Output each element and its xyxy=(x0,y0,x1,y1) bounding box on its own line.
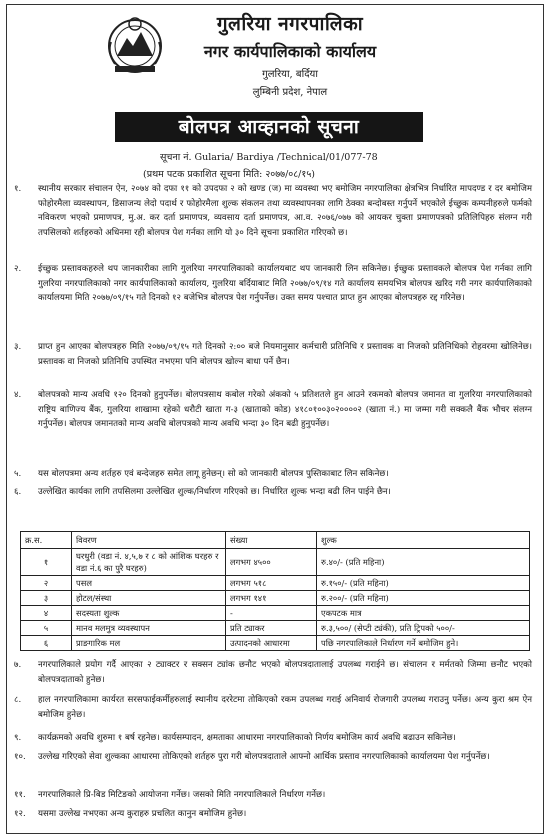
table-cell: ५ xyxy=(21,621,72,636)
table-cell: रु.२००/- (प्रति महिना) xyxy=(317,591,530,606)
item-text: बोलपत्रको मान्य अवधि १२० दिनको हुनुपर्नेछ। बोलपत्रसाथ कबोल गरेको अंकको ५ प्रतिशतले हुन आउने रकमको बोलपत्र जमानत वा गुलरिया नगरपालिकाको राष्ट्रिय बाणिज्य बैंक, गुलरिया शाखामा रहेको धरौटी खाता ग-३ (खाताको कोड) ४१८०१००३०२००००२ (खाता नं.) मा जम्मा गरी सक्कलै बैंक भौचर संलग्न गर्नुपर्नेछ। बोलपत्र जमानतको मान्य अवधि बोलपत्रको मान्य अवधि भन्दा ३० दिन बढी हुनुपर्नेछ। xyxy=(38,390,532,430)
office-name: नगर कार्यपालिकाको कार्यालय xyxy=(203,42,377,61)
table-cell: प्रति ट्याकर xyxy=(226,621,317,636)
table-cell: पसल xyxy=(72,576,226,591)
table-cell: १ xyxy=(21,549,72,576)
item-number: ५. xyxy=(14,469,22,479)
condition-item xyxy=(14,182,532,240)
table-row xyxy=(21,636,530,651)
notice-title-banner: बोलपत्र आव्हानको सूचना xyxy=(115,112,423,142)
condition-item xyxy=(14,658,532,687)
item-number: ९. xyxy=(14,733,22,743)
condition-item xyxy=(14,731,532,746)
table-cell: ४ xyxy=(21,606,72,621)
condition-item xyxy=(14,788,532,803)
address-line-1: गुलरिया, बर्दिया xyxy=(262,69,318,80)
item-text: नगरपालिकाले प्रयोग गर्दै आएका २ ट्याक्टर र सक्सन ट्यांक छनौट भएको बोलपत्रदातालाई उपलब्ध गराईने छ। संचालन र मर्मतको जिम्मा छनौट भएको बोलपत्रदाताको हुनेछ। xyxy=(38,660,532,685)
table-cell: पछि नगरपालिकाले निर्धारण गर्ने बमोजिम हुने। xyxy=(317,636,530,651)
table-cell: ६ xyxy=(21,636,72,651)
table-cell: लगभग ४५०० xyxy=(226,549,317,576)
notice-number: सूचना नं. Gularia/ Bardiya /Technical/01/077-78 xyxy=(160,152,378,163)
table-row xyxy=(21,606,530,621)
item-text: यसमा उल्लेख नभएका अन्य कुराहरु प्रचलित कानुन बमोजिम हुनेछ। xyxy=(38,809,247,819)
condition-item xyxy=(14,807,532,822)
table-cell: रु.४०/- (प्रति महिना) xyxy=(317,549,530,576)
item-text: हाल नगरपालिकामा कार्यरत सरसफाईकर्मीहरुलाई स्थानीय दररेटमा तोकिएको रकम उपलब्ध गराई अनिवार्य रोजगारी उपलब्ध गराउनु पर्नेछ। अन्य कुरा श्रम ऐन बमोजिम हुनेछ। xyxy=(38,695,532,720)
condition-item xyxy=(14,467,532,482)
item-text: ईच्छुक प्रस्तावकहरुले थप जानकारीका लागि गुलरिया नगरपालिकाको कार्यालयबाट थप जानकारी लिन सकिनेछ। ईच्छुक प्रस्तावकले बोलपत्र पेश गर्नका लागि गुलरिया नगरपालिकाको नगर कार्यपालिकाको कार्यालय, गुलरिया बर्दियाबाट मिति २०७७/०९/१४ गते कार्यालय समयभित्र बोलपत्र खरिद गरी नगर कार्यपालिकाको कार्यालयमा मिति २०७७/०९/१५ गते दिनको १२ बजेभित्र बोलपत्र पेश गर्नुपर्नेछ। उक्त समय पश्चात प्राप्त हुन आएका बोलपत्रहरु रद्द गरिनेछ। xyxy=(38,264,532,304)
item-text: उल्लेखित कार्यका लागि तपसिलमा उल्लेखित शुल्क/निर्धारण गरिएको छ। निर्धारित शुल्क भन्दा बढी लिन पाईने छैन। xyxy=(38,487,391,497)
table-row xyxy=(21,621,530,636)
item-number: १२. xyxy=(14,809,26,819)
column-header: शुल्क xyxy=(317,532,530,549)
item-text: प्राप्त हुन आएका बोलपत्रहरु मिति २०७७/०९/१५ गते दिनको २:०० बजे नियमानुसार कर्मचारी प्रतिनिधि र प्रस्तावक वा निजको प्रतिनिधिको रोहवरमा खोलिनेछ। प्रस्तावक वा निजको प्रतिनिधि उपस्थित नभएमा पनि बोलपत्र खोल्न बाधा पर्ने छैन। xyxy=(38,342,532,367)
table-cell: लगभग ५१८ xyxy=(226,576,317,591)
item-text: स्थानीय सरकार संचालन ऐन, २०७४ को दफा ११ को उपदफा २ को खण्ड (ज) मा व्यवस्था भए बमोजिम नगरपालिका क्षेत्रभित्र निर्धारित मापदण्ड र दर बमोजिम फोहोरमैला व्यवस्थापन, डिसाजन्य लेदो पदार्थ र फोहोरमैला शुल्क संकलन तथा व्यवस्थापनका लागि ठेक्का बन्दोबस्त गर्नुपर्ने भएकोले ईच्छुक कम्पनीहरुले फर्मको नविकरण भएको प्रमाणपत्र, मु.अ. कर दर्ता प्रमाणपत्र, व्यवसाय दर्ता प्रमाणपत्र, आ.व. २०७६/०७७ को आयकर चुक्ता प्रमाणपत्रको प्रतिलिपिहरु संलग्न गरी तपसिलको शर्तहरुको अधिनमा रही बोलपत्र पेश गर्नका लागि यो ३० दिने सूचना प्रकाशित गरिएको छ। xyxy=(38,184,532,238)
organization-name: गुलरिया नगरपालिका xyxy=(216,13,364,35)
item-number: ६. xyxy=(14,487,22,497)
item-number: १०. xyxy=(14,752,26,762)
table-cell: ३ xyxy=(21,591,72,606)
column-header: क्र.स. xyxy=(21,532,72,549)
table-header-row xyxy=(21,532,530,549)
condition-item xyxy=(14,388,532,432)
table-cell: सदस्यता शुल्क xyxy=(72,606,226,621)
table-cell: उत्पादनको आधारमा xyxy=(226,636,317,651)
table-row xyxy=(21,591,530,606)
nepal-government-emblem xyxy=(103,12,167,76)
item-text: नगरपालिकाले प्रि-बिड मिटिङको आयोजना गर्नेछ। जसको मिति नगरपालिकाले निर्धारण गर्नेछ। xyxy=(38,790,326,800)
item-number: ११. xyxy=(14,790,26,800)
item-text: उल्लेख गरिएको सेवा शुल्कका आधारमा तोकिएको शर्तहरु पुरा गरी बोलपत्रदाताले आफ्नो आर्थिक प्रस्ताव नगरपालिकाको कार्यालयमा पेश गर्नुपर्नेछ। xyxy=(38,752,490,762)
address-line-2: लुम्बिनी प्रदेश, नेपाल xyxy=(252,87,328,98)
table-cell: एकपटक मात्र xyxy=(317,606,530,621)
table-cell: - xyxy=(226,606,317,621)
table-cell: २ xyxy=(21,576,72,591)
table-cell: प्राङगारिक मल xyxy=(72,636,226,651)
table-cell: होटल/संस्था xyxy=(72,591,226,606)
table-row xyxy=(21,549,530,576)
item-text: कार्यक्रमको अवधि शुरुमा १ बर्ष रहनेछ। कार्यसम्पादन, क्षमताका आधारमा नगरपालिकाको निर्णय बमोजिम कार्य अवधि बढाउन सकिनेछ। xyxy=(38,733,456,743)
item-number: ३. xyxy=(14,342,22,352)
table-cell: मानव मलमुत्र व्यवस्थापन xyxy=(72,621,226,636)
condition-item xyxy=(14,693,532,722)
column-header: संख्या xyxy=(226,532,317,549)
publish-date: (प्रथम पटक प्रकाशित सूचना मिति: २०७७/०८/१५) xyxy=(143,169,315,180)
item-number: २. xyxy=(14,264,22,274)
condition-item xyxy=(14,485,532,500)
fee-table xyxy=(20,531,530,651)
item-number: ७. xyxy=(14,660,22,670)
condition-item xyxy=(14,340,532,369)
condition-item xyxy=(14,750,532,765)
item-number: १. xyxy=(14,184,22,194)
item-number: ४. xyxy=(14,390,22,400)
condition-item xyxy=(14,262,532,306)
column-header: विवरण xyxy=(72,532,226,549)
table-row xyxy=(21,576,530,591)
table-cell: लगभग १४१ xyxy=(226,591,317,606)
table-cell: रु.१५०/- (प्रति महिना) xyxy=(317,576,530,591)
item-text: यस बोलपत्रमा अन्य शर्तहरु एवं बन्देजहरु समेत लागू हुनेछन्। सो को जानकारी बोलपत्र पुस्तिकाबाट लिन सकिनेछ। xyxy=(38,469,389,479)
table-cell: रु.३,५००/ (सेप्टी ट्यंकी), प्रति ट्रिपको ५००/- xyxy=(317,621,530,636)
table-cell: घरधुरी (वडा नं. ४,५,७ र ८ को आंशिक घरहरु र वडा नं.६ का पुरै घरहरु) xyxy=(72,549,226,576)
item-number: ८. xyxy=(14,695,22,705)
